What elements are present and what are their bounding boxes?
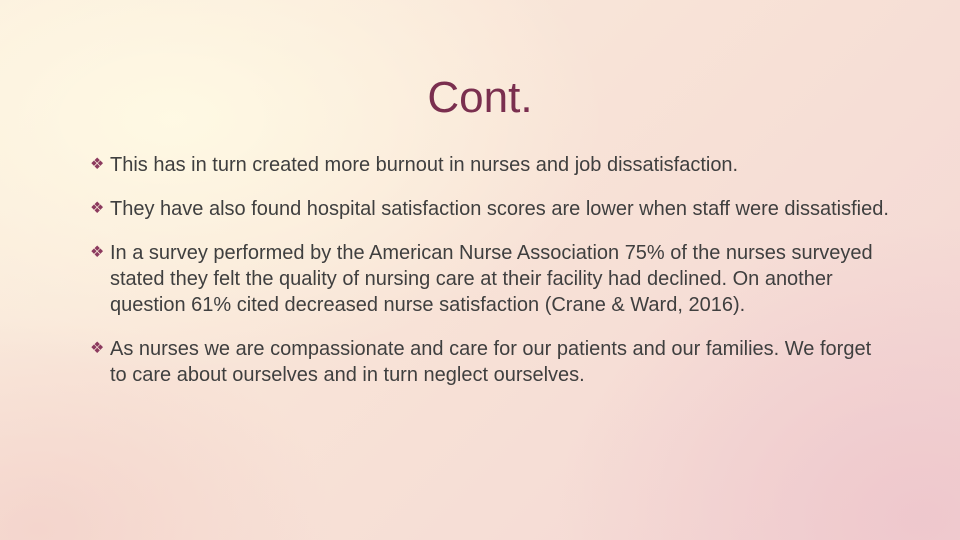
bullet-text: They have also found hospital satisfaction scores are lower when staff were dissatisfied.	[110, 198, 889, 220]
bullet-item	[90, 196, 890, 222]
diamond-bullet-icon: ❖	[90, 200, 105, 217]
bullet-text: This has in turn created more burnout in nurses and job dissatisfaction.	[110, 154, 739, 176]
bullet-item	[90, 152, 890, 178]
bullet-text: In a survey performed by the American Nurse Association 75% of the nurses surveyed stated they felt the quality of nursing care at their facility had declined. On another question 61% cited decreased nurse satisfaction (Crane & Ward, 2016).	[110, 242, 873, 316]
diamond-bullet-icon: ❖	[90, 340, 105, 357]
bullet-item	[90, 240, 890, 318]
slide-title: Cont.	[427, 73, 533, 122]
bullet-item	[90, 336, 890, 388]
diamond-bullet-icon: ❖	[90, 244, 105, 261]
bullet-text: As nurses we are compassionate and care for our patients and our families. We forget to care about ourselves and in turn neglect ourselves.	[110, 338, 872, 386]
diamond-bullet-icon: ❖	[90, 156, 105, 173]
bullet-list	[90, 152, 890, 406]
